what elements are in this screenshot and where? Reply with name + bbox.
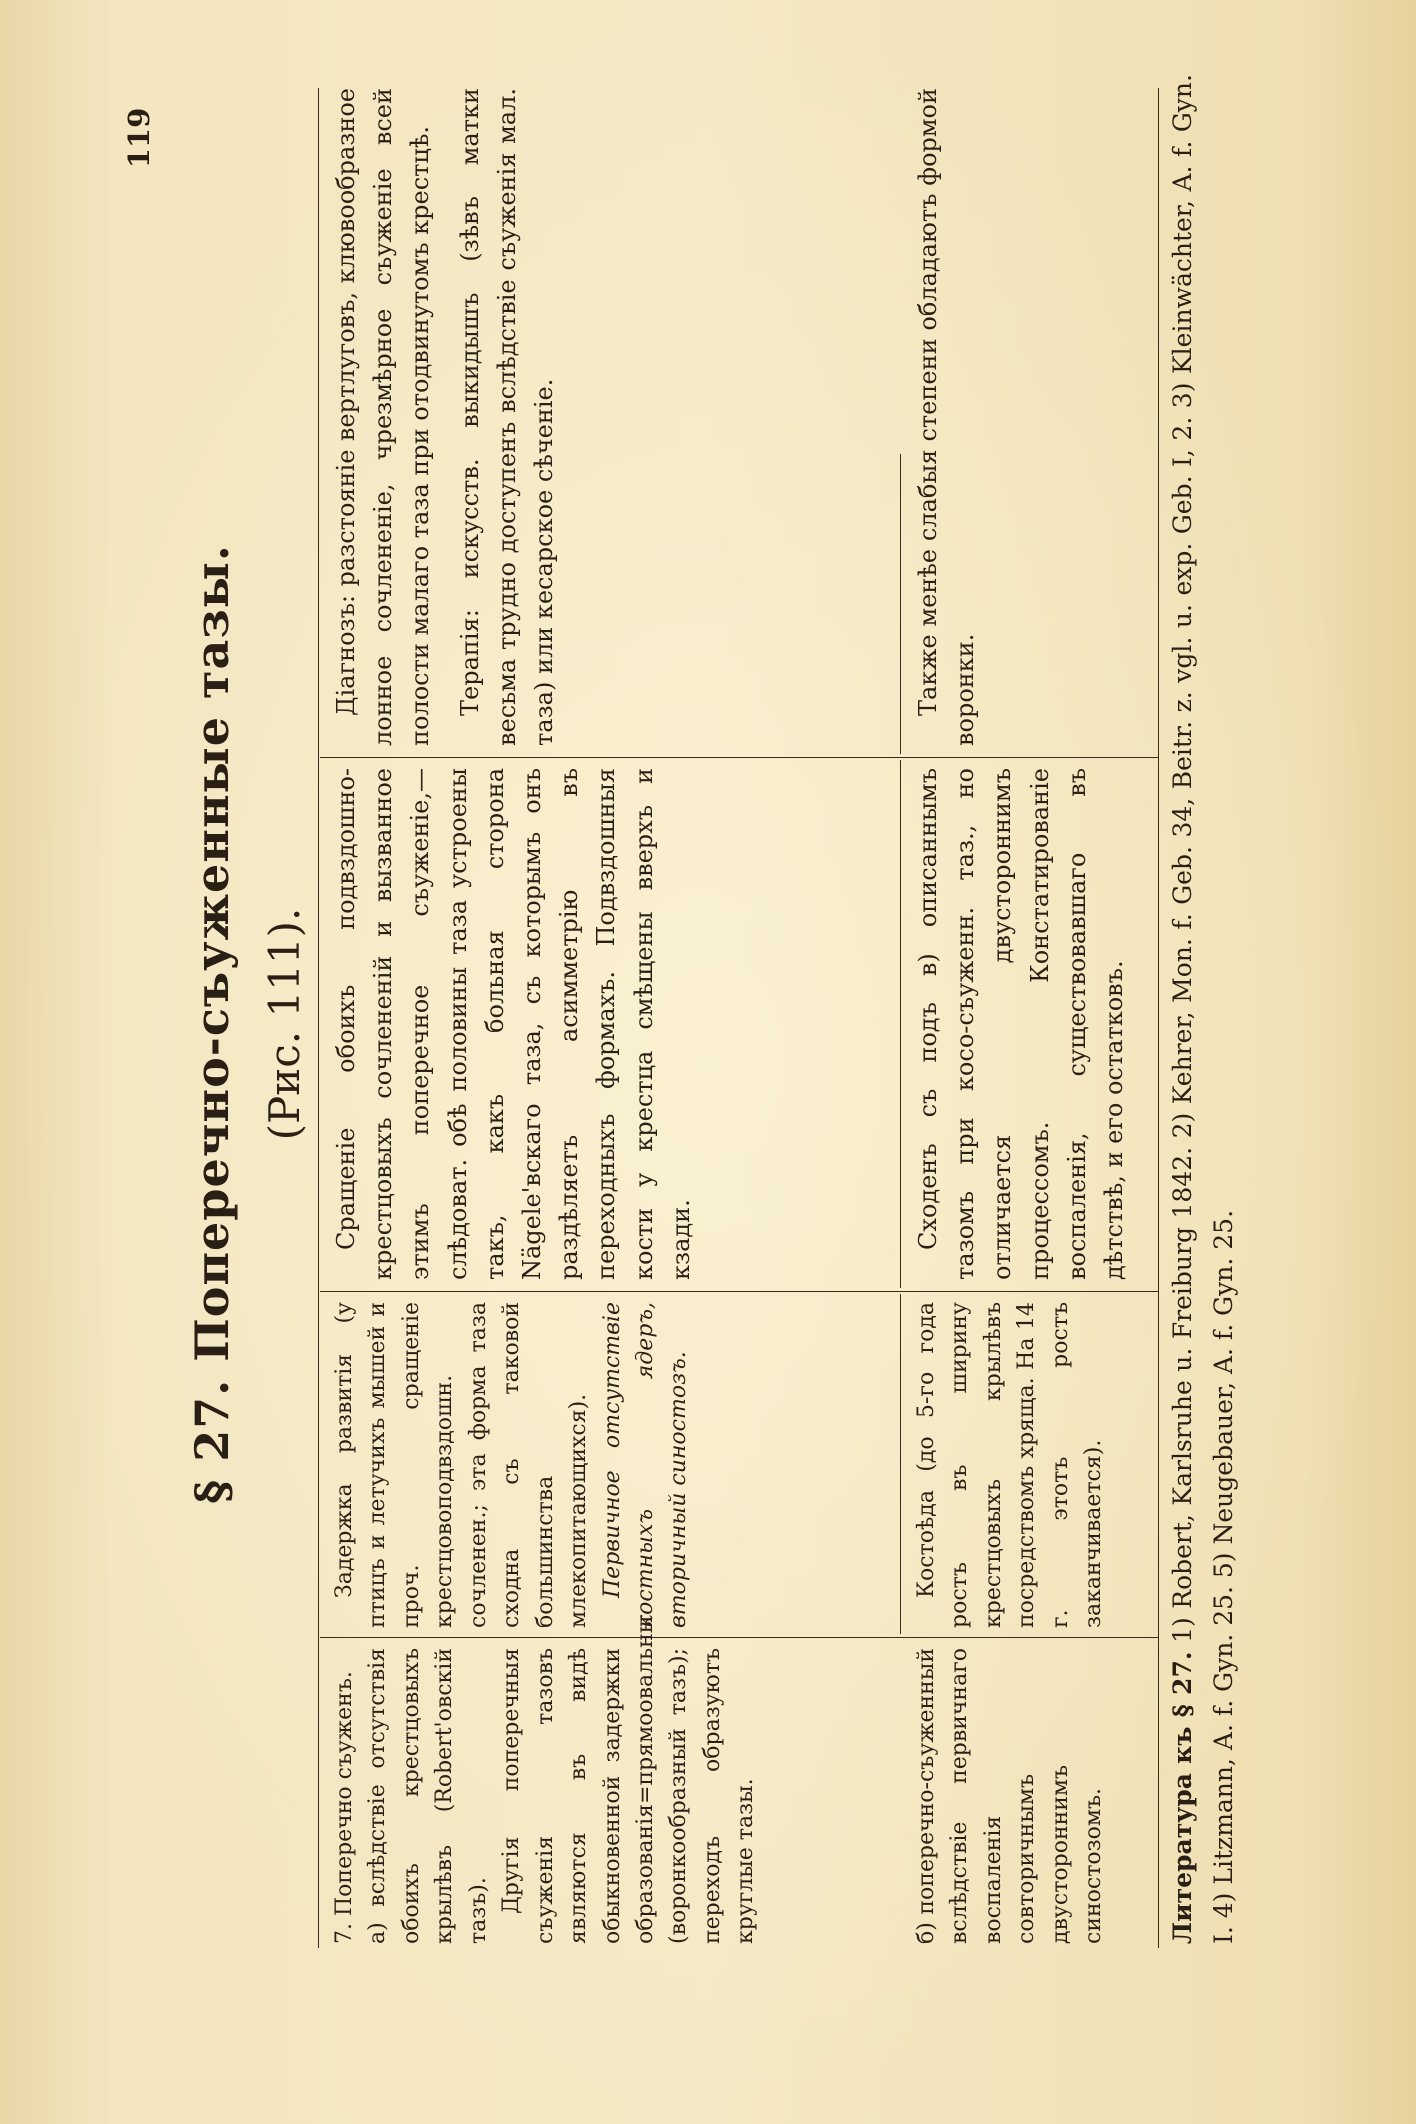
table-cell-row2-type [910,1648,1111,1944]
cell-text: Первичное отсутствіе костныхъ ядеръ, вторичный синостозъ. [599,1302,692,1628]
literature-references [1163,74,1244,1944]
literature-text: 1) Robert, Karlsruhe u. Freiburg 1842. 2) Kehrer, Mon. f. Geb. 34, Beitr. z. vgl. u. exp. Geb. I, 2. 3) Kleinwächter, A. f. Gyn. I. 4) Litzmann, A. f. Gyn. 25. 5) Neugebauer, A. f. Gyn. 25. [1168,74,1238,1944]
cell-text: Задержка развитія (у птицъ и летучихъ мышей и проч. сращеніе крестцовоподвздошн. сочленен.; эта форма таза сходна съ таковой большинства млекопитающихся). [332,1302,592,1628]
cell-text: б) поперечно-съуженный вслѣдствіе первичнаго воспаленія совторичнымъ двустороннимъ синостозомъ. [914,1648,1107,1944]
cell-text: Также менѣе слабыя степени обладаютъ формой воронки. [914,88,980,746]
table-cell-row1-diagnosis [328,88,563,746]
section-subtitle: (Рис. 111). [260,907,309,1141]
column-divider-3 [320,757,1158,758]
row-divider-col3 [900,760,901,1288]
cell-text: а) вслѣдствіе отсутствія обоихъ крестцовыхъ крылѣвъ (Robert'овскій тазъ). [365,1648,491,1944]
cell-text: Діагнозъ: разстояніе вертлуговъ, клювообразное лонное сочлененіе, чрезмѣрное съуженіе всей полости малаго таза при отодвинутомъ крестцѣ. [332,88,435,746]
literature-heading: Литература къ § 27. [1168,1651,1197,1944]
table-cell-row2-diagnosis [910,88,984,746]
column-divider-1 [320,1637,1158,1638]
table-cell-row2-cause [910,1302,1111,1628]
table-cell-row2-description [910,768,1133,1280]
cell-text: Терапія: искусств. выкидышъ (зѣвъ матки весьма трудно доступенъ вслѣдствіе съуженія мал. таза) или кесарское сѣченіе. [455,88,558,746]
cell-text: Сходенъ съ подъ в) описаннымъ тазомъ при косо-съуженн. таз., но отличается двустороннимъ процессомъ. Констатированіе воспаленія, существовавшаго въ дѣтствѣ, и его остатковъ. [914,768,1128,1280]
row-divider-col4 [900,454,901,754]
table-top-rule [318,88,319,1948]
cell-text: Сращеніе обоихъ подвздошно-крестцовыхъ сочлененій и вызванное этимъ поперечное съуженіе,—слѣдоват. обѣ половины таза устроены такъ, какъ больная сторона Nägele'вскаго таза, съ которымъ онъ раздѣляетъ асимметрію въ переходныхъ формахъ. Подвздошныя кости у крестца смѣщены вверхъ и кзади. [332,768,695,1280]
cell-text: Другія поперечныя съуженія тазовъ являются въ видѣ обыкновенной задержки образованія=прямоовальны (воронкообразный тазъ); переходъ образуютъ круглые тазы. [499,1615,759,1944]
table-bottom-rule [1158,88,1159,1948]
cell-text: Костоѣда (до 5-го года ростъ въ ширину крестцовыхъ крылѣвъ посредствомъ хряща. На 14 г. этотъ ростъ заканчивается). [914,1302,1107,1628]
page-number: 119 [122,107,156,169]
table-cell-row1-cause [328,1302,696,1628]
column-divider-2 [320,1291,1158,1292]
section-title: § 27. Поперечно-съуженные тазы. [185,544,239,1504]
table-cell-row1-type [328,1615,763,1944]
row-divider-col2 [900,1294,901,1634]
cell-text: 7. Поперечно съуженъ. [332,1671,357,1944]
table-cell-row1-description [328,768,700,1280]
